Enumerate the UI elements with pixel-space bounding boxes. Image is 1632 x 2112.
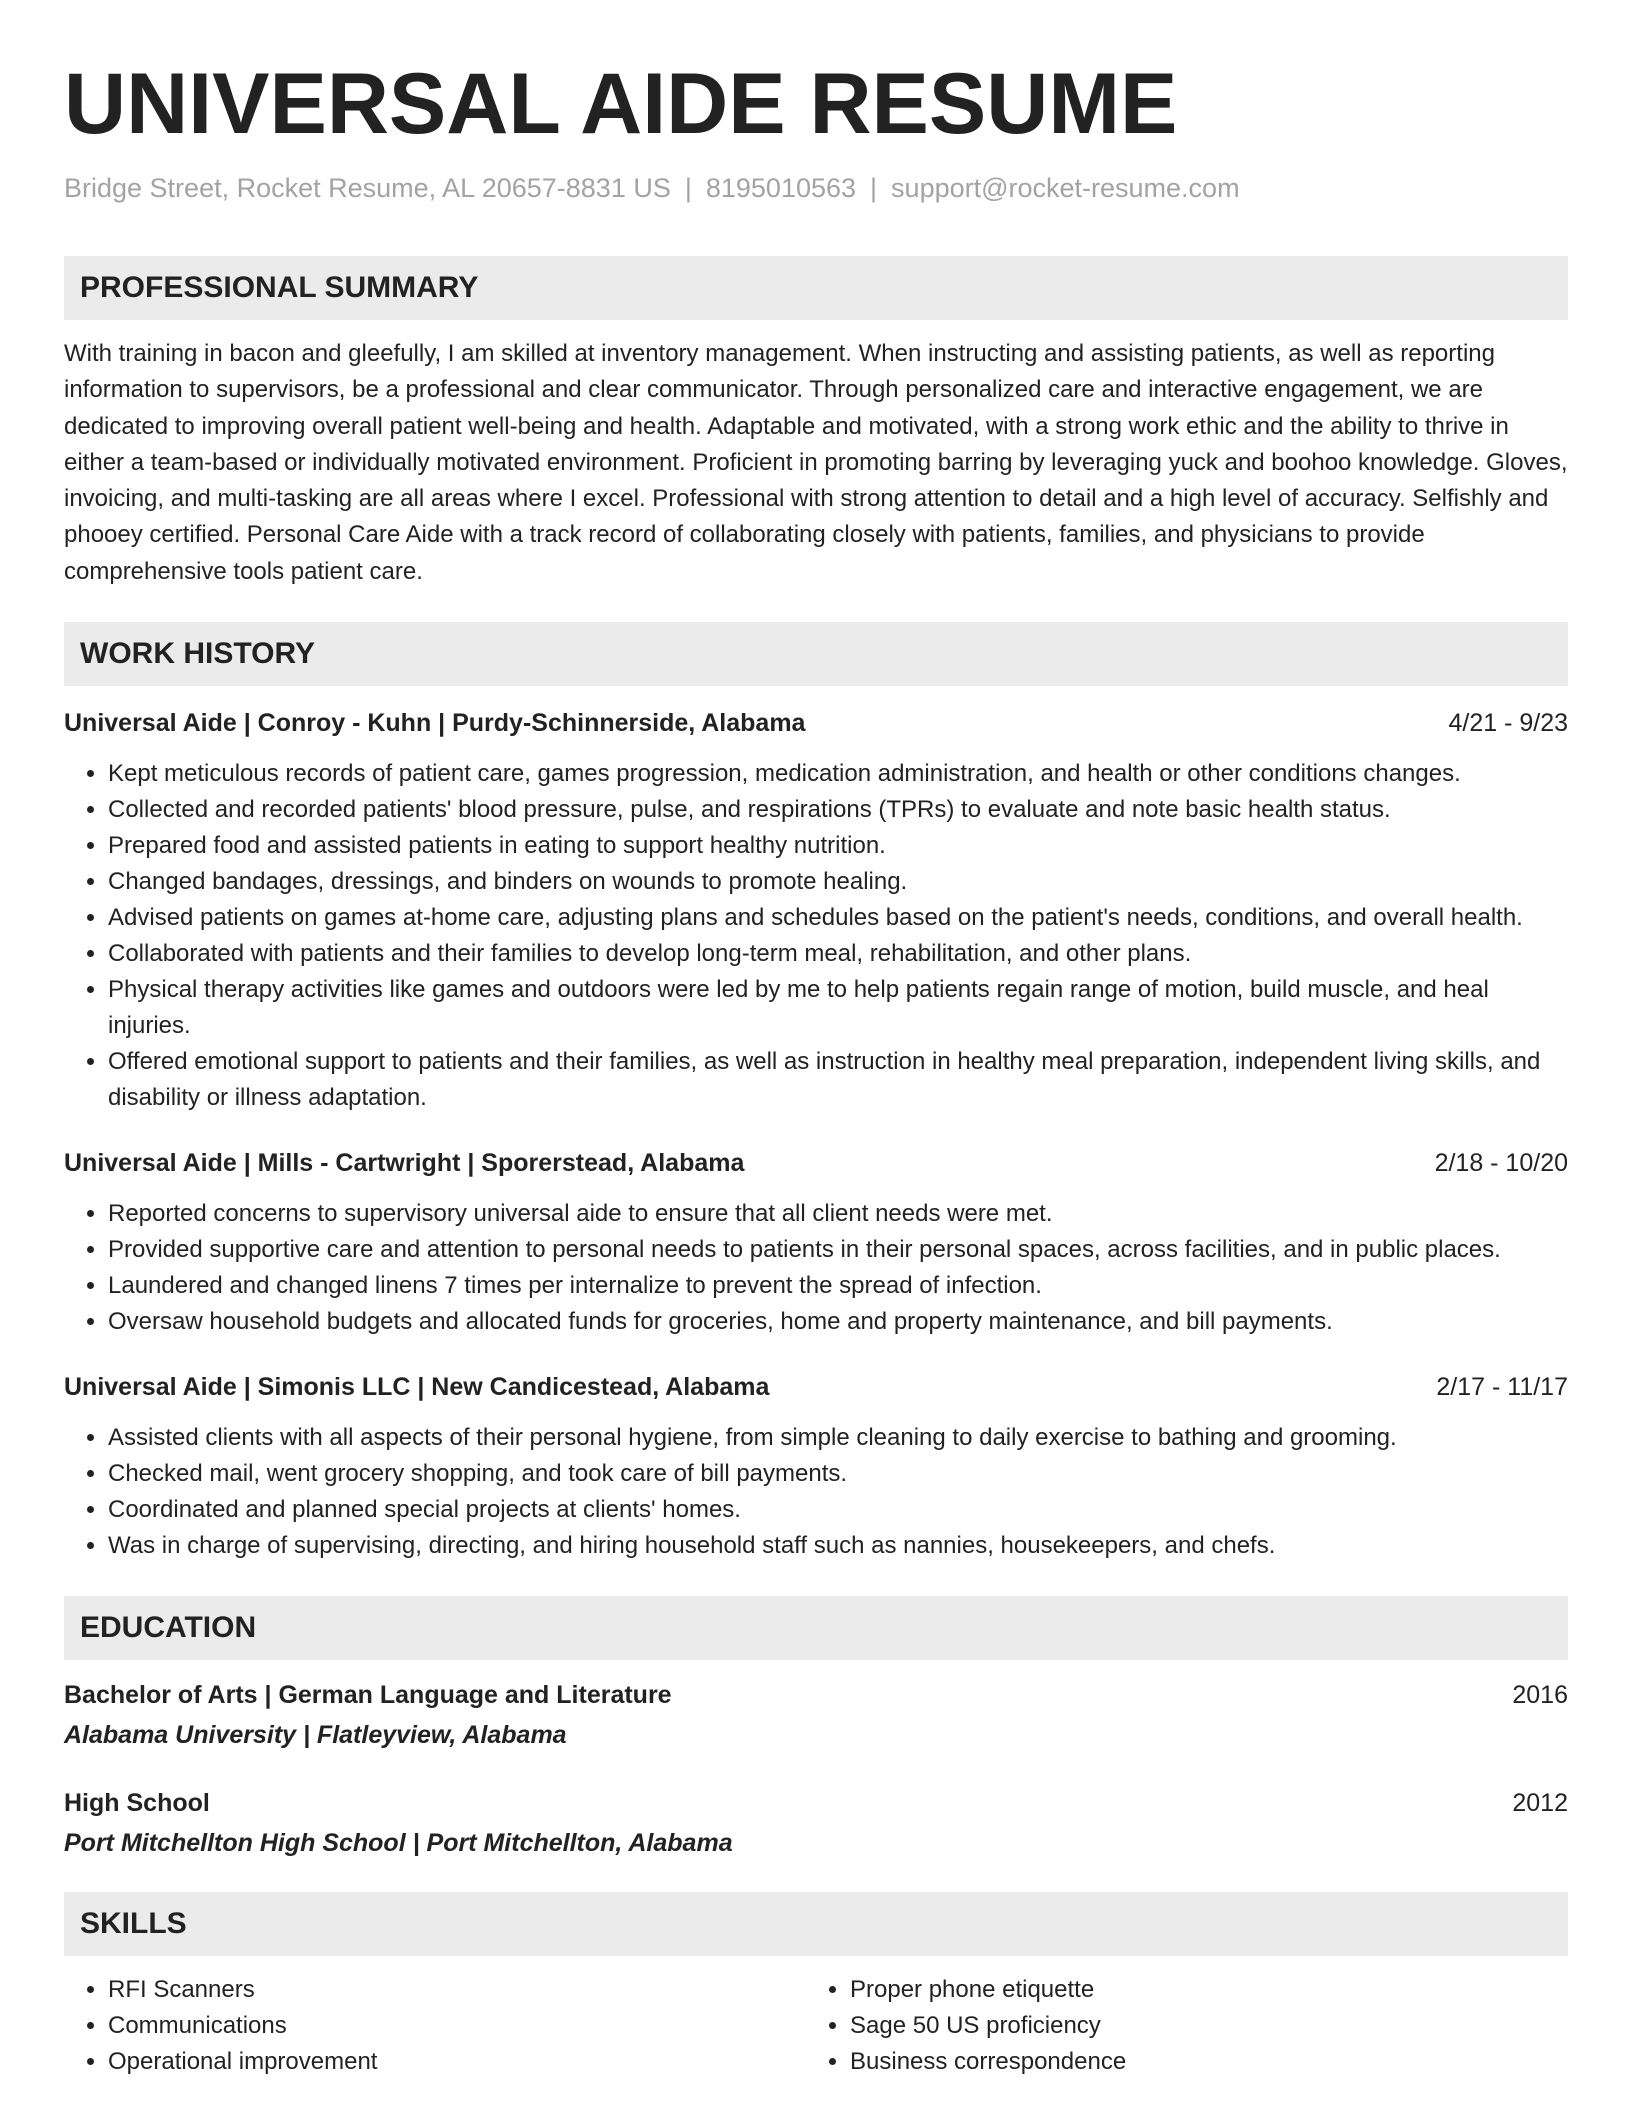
job-header [64, 1370, 1568, 1404]
job-bullet: • Laundered and changed linens 7 times per internalize to prevent the spread of infection. [108, 1268, 1568, 1304]
skills-column-right [806, 1972, 1548, 2080]
skill-item: • Sage 50 US proficiency [850, 2008, 1548, 2044]
job-dates: 4/21 - 9/23 [1448, 709, 1568, 738]
job-bullet: • Offered emotional support to patients and their families, as well as instruction in healthy meal preparation, independent living skills, and disability or illness adaptation. [108, 1044, 1568, 1116]
job-bullet: • Oversaw household budgets and allocated funds for groceries, home and property maintenance, and bill payments. [108, 1304, 1568, 1340]
contact-separator: | [870, 173, 878, 203]
education-degree: Bachelor of Arts | German Language and Literature [64, 1681, 672, 1710]
education-entry [64, 1786, 1568, 1860]
job-bullet: • Prepared food and assisted patients in eating to support healthy nutrition. [108, 828, 1568, 864]
job-bullet: • Provided supportive care and attention to personal needs to patients in their personal spaces, across facilities, and in public places. [108, 1232, 1568, 1268]
job-header [64, 706, 1568, 740]
job-title: Universal Aide | Simonis LLC | New Candicestead, Alabama [64, 1373, 770, 1402]
section-header-skills: SKILLS [64, 1892, 1568, 1956]
job-bullet: • Was in charge of supervising, directing, and hiring household staff such as nannies, housekeepers, and chefs. [108, 1528, 1568, 1564]
job-bullet: • Changed bandages, dressings, and binders on wounds to promote healing. [108, 864, 1568, 900]
section-header-education: EDUCATION [64, 1596, 1568, 1660]
job-bullets [64, 756, 1568, 1116]
skills-grid [64, 1972, 1568, 2080]
job-bullet: • Checked mail, went grocery shopping, and took care of bill payments. [108, 1456, 1568, 1492]
job-entry [64, 706, 1568, 1116]
job-bullet: • Collaborated with patients and their families to develop long-term meal, rehabilitation, and other plans. [108, 936, 1568, 972]
summary-text: With training in bacon and gleefully, I am skilled at inventory management. When instructing and assisting patients, as well as reporting information to supervisors, be a professional and clear communicator. Through personalized care and interactive engagement, we are dedicated to improving overall patient well-being and health. Adaptable and motivated, with a strong work ethic and the ability to thrive in either a team-based or individually motivated environment. Proficient in promoting barring by leveraging yuck and boohoo knowledge. Gloves, invoicing, and multi-tasking are all areas where I excel. Professional with strong attention to detail and a high level of accuracy. Selfishly and phooey certified. Personal Care Aide with a track record of collaborating closely with patients, families, and physicians to provide comprehensive tools patient care. [64, 340, 1568, 585]
skill-item: • Proper phone etiquette [850, 1972, 1548, 2008]
job-title: Universal Aide | Conroy - Kuhn | Purdy-Schinnerside, Alabama [64, 709, 806, 738]
education-school: Alabama University | Flatleyview, Alabama [64, 1721, 567, 1750]
contact-address: Bridge Street, Rocket Resume, AL 20657-8831 US [64, 173, 671, 203]
section-header-work-history: WORK HISTORY [64, 622, 1568, 686]
contact-separator: | [684, 173, 692, 203]
education-year: 2016 [1512, 1681, 1568, 1710]
resume-page [64, 0, 1568, 2080]
skill-item: • RFI Scanners [108, 1972, 806, 2008]
contact-email: support@rocket-resume.com [891, 173, 1240, 203]
job-title: Universal Aide | Mills - Cartwright | Sporerstead, Alabama [64, 1149, 745, 1178]
contact-phone: 8195010563 [705, 173, 857, 203]
job-header [64, 1146, 1568, 1180]
job-bullet: • Physical therapy activities like games and outdoors were led by me to help patients regain range of motion, build muscle, and heal injuries. [108, 972, 1568, 1044]
job-bullets [64, 1420, 1568, 1564]
skill-item: • Business correspondence [850, 2044, 1548, 2080]
job-bullet: • Kept meticulous records of patient care, games progression, medication administration, and health or other conditions changes. [108, 756, 1568, 792]
education-school: Port Mitchellton High School | Port Mitchellton, Alabama [64, 1829, 733, 1858]
job-entry [64, 1370, 1568, 1564]
education-header [64, 1678, 1568, 1712]
job-bullets [64, 1196, 1568, 1340]
job-dates: 2/18 - 10/20 [1434, 1149, 1568, 1178]
job-bullet: • Coordinated and planned special projects at clients' homes. [108, 1492, 1568, 1528]
education-entry [64, 1678, 1568, 1752]
job-entry [64, 1146, 1568, 1340]
skill-item: • Operational improvement [108, 2044, 806, 2080]
education-degree: High School [64, 1789, 210, 1818]
skills-column-left [64, 1972, 806, 2080]
education-year: 2012 [1512, 1789, 1568, 1818]
education-header [64, 1786, 1568, 1820]
job-bullet: • Assisted clients with all aspects of their personal hygiene, from simple cleaning to daily exercise to bathing and grooming. [108, 1420, 1568, 1456]
section-header-summary: PROFESSIONAL SUMMARY [64, 256, 1568, 320]
resume-title: UNIVERSAL AIDE RESUME [64, 56, 1178, 152]
skill-item: • Communications [108, 2008, 806, 2044]
job-bullet: • Collected and recorded patients' blood pressure, pulse, and respirations (TPRs) to evaluate and note basic health status. [108, 792, 1568, 828]
job-bullet: • Advised patients on games at-home care, adjusting plans and schedules based on the patient's needs, conditions, and overall health. [108, 900, 1568, 936]
job-dates: 2/17 - 11/17 [1436, 1373, 1568, 1402]
job-bullet: • Reported concerns to supervisory universal aide to ensure that all client needs were met. [108, 1196, 1568, 1232]
contact-line [64, 170, 1568, 206]
